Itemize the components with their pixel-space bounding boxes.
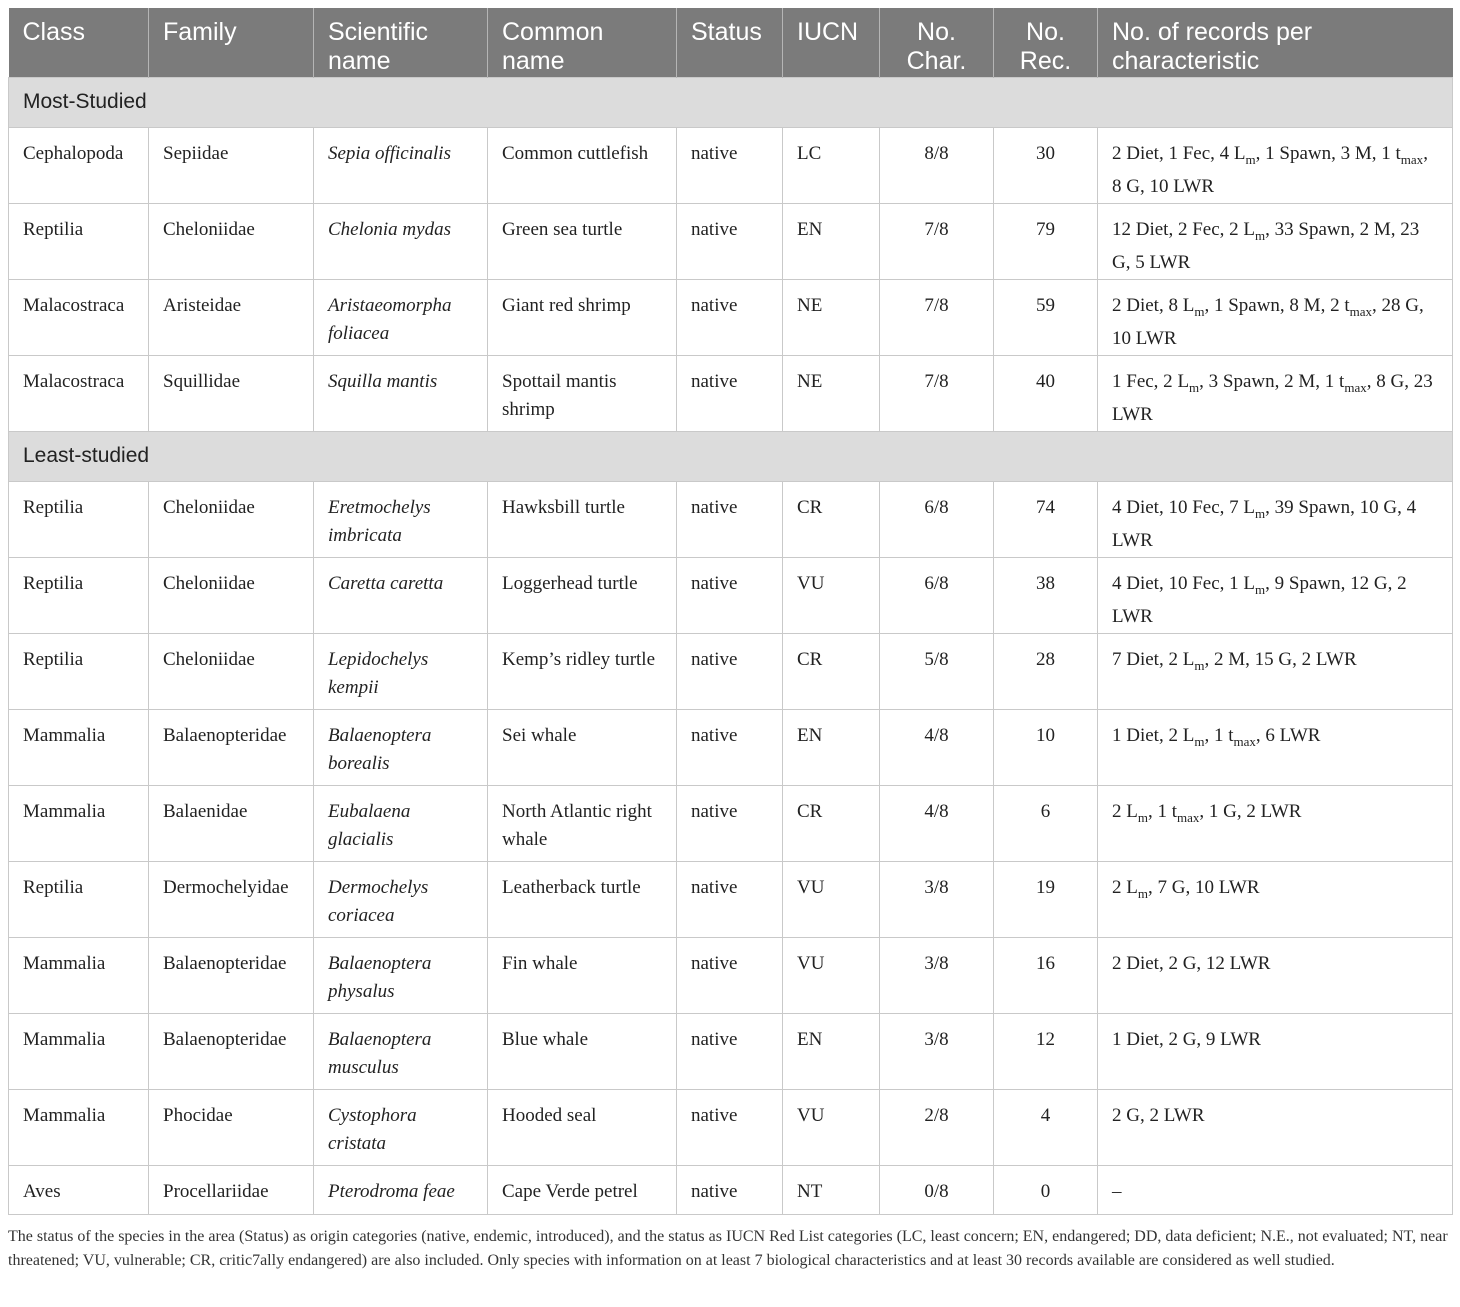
cell-class: Cephalopoda — [9, 128, 149, 204]
cell-scientific-name: Eubalaena glacialis — [314, 786, 488, 862]
cell-iucn: NE — [783, 356, 880, 432]
cell-iucn: NE — [783, 280, 880, 356]
table-footnote: The status of the species in the area (Status) as origin categories (native, endemic, introduced), and the status as IUCN Red List categories (LC, least concern; EN, endangered; DD, data deficient; N.E., not evaluated; NT, near threatened; VU, vulnerable; CR, critic7ally endangered) are also included. Only species with information on at least 7 biological characteristics and at least 30 records available are considered as well studied. — [8, 1228, 1448, 1269]
cell-status: native — [677, 482, 783, 558]
section-row — [9, 78, 1453, 128]
cell-scientific-name: Balaenoptera physalus — [314, 938, 488, 1014]
table-row — [9, 558, 1453, 634]
cell-class: Malacostraca — [9, 356, 149, 432]
cell-scientific-name: Balaenoptera musculus — [314, 1014, 488, 1090]
cell-status: native — [677, 938, 783, 1014]
cell-scientific-name: Balaenoptera borealis — [314, 710, 488, 786]
cell-scientific-name: Sepia officinalis — [314, 128, 488, 204]
cell-iucn: EN — [783, 710, 880, 786]
table-row — [9, 482, 1453, 558]
cell-family: Cheloniidae — [149, 482, 314, 558]
cell-class: Reptilia — [9, 482, 149, 558]
cell-class: Reptilia — [9, 634, 149, 710]
cell-no-char: 7/8 — [880, 356, 994, 432]
cell-iucn: EN — [783, 204, 880, 280]
cell-class: Mammalia — [9, 938, 149, 1014]
cell-family: Phocidae — [149, 1090, 314, 1166]
cell-class: Mammalia — [9, 710, 149, 786]
cell-status: native — [677, 786, 783, 862]
cell-class: Mammalia — [9, 786, 149, 862]
cell-iucn: CR — [783, 786, 880, 862]
cell-records: 2 $L_m$, 7 G, 10 LWR — [1098, 862, 1453, 938]
cell-common-name: North Atlantic right whale — [488, 786, 677, 862]
cell-no-rec: 59 — [994, 280, 1098, 356]
header-scientific-name: Scientific name — [314, 8, 488, 78]
cell-status: native — [677, 1166, 783, 1215]
cell-scientific-name: Aristaeomorpha foliacea — [314, 280, 488, 356]
cell-records: 4 Diet, 10 Fec, 7 $L_m$, 39 Spawn, 10 G, 4 LWR — [1098, 482, 1453, 558]
cell-common-name: Common cuttlefish — [488, 128, 677, 204]
cell-scientific-name: Lepidochelys kempii — [314, 634, 488, 710]
table-row — [9, 356, 1453, 432]
cell-no-rec: 4 — [994, 1090, 1098, 1166]
cell-no-char: 6/8 — [880, 558, 994, 634]
cell-family: Balaenopteridae — [149, 710, 314, 786]
cell-iucn: VU — [783, 558, 880, 634]
cell-no-rec: 30 — [994, 128, 1098, 204]
cell-status: native — [677, 1090, 783, 1166]
header-class: Class — [9, 8, 149, 78]
cell-scientific-name: Squilla mantis — [314, 356, 488, 432]
table-row — [9, 938, 1453, 1014]
cell-common-name: Sei whale — [488, 710, 677, 786]
header-row — [9, 8, 1453, 78]
cell-no-char: 4/8 — [880, 710, 994, 786]
cell-no-rec: 12 — [994, 1014, 1098, 1090]
species-table-container — [8, 8, 1452, 1273]
cell-common-name: Blue whale — [488, 1014, 677, 1090]
cell-status: native — [677, 128, 783, 204]
cell-class: Aves — [9, 1166, 149, 1215]
cell-common-name: Cape Verde petrel — [488, 1166, 677, 1215]
cell-records: 1 Diet, 2 $L_m$, 1 $t_{max}$, 6 LWR — [1098, 710, 1453, 786]
table-row — [9, 128, 1453, 204]
cell-class: Malacostraca — [9, 280, 149, 356]
cell-no-rec: 19 — [994, 862, 1098, 938]
cell-family: Procellariidae — [149, 1166, 314, 1215]
cell-status: native — [677, 558, 783, 634]
cell-scientific-name: Eretmochelys imbricata — [314, 482, 488, 558]
cell-no-rec: 79 — [994, 204, 1098, 280]
table-row — [9, 204, 1453, 280]
cell-no-char: 3/8 — [880, 862, 994, 938]
cell-scientific-name: Pterodroma feae — [314, 1166, 488, 1215]
cell-no-char: 7/8 — [880, 280, 994, 356]
cell-iucn: VU — [783, 862, 880, 938]
table-row — [9, 1166, 1453, 1215]
cell-status: native — [677, 280, 783, 356]
cell-iucn: EN — [783, 1014, 880, 1090]
cell-records: 1 Diet, 2 G, 9 LWR — [1098, 1014, 1453, 1090]
cell-class: Reptilia — [9, 558, 149, 634]
cell-family: Squillidae — [149, 356, 314, 432]
cell-scientific-name: Caretta caretta — [314, 558, 488, 634]
cell-family: Cheloniidae — [149, 558, 314, 634]
cell-iucn: CR — [783, 482, 880, 558]
cell-scientific-name: Dermochelys coriacea — [314, 862, 488, 938]
cell-records: – — [1098, 1166, 1453, 1215]
table-row — [9, 862, 1453, 938]
cell-common-name: Giant red shrimp — [488, 280, 677, 356]
cell-no-char: 0/8 — [880, 1166, 994, 1215]
cell-class: Mammalia — [9, 1090, 149, 1166]
cell-records: 2 Diet, 1 Fec, 4 $L_m$, 1 Spawn, 3 M, 1 $t_{max}$, 8 G, 10 LWR — [1098, 128, 1453, 204]
species-table — [8, 8, 1453, 1215]
header-common-name: Common name — [488, 8, 677, 78]
cell-no-rec: 0 — [994, 1166, 1098, 1215]
cell-no-char: 8/8 — [880, 128, 994, 204]
cell-scientific-name: Chelonia mydas — [314, 204, 488, 280]
cell-common-name: Hawksbill turtle — [488, 482, 677, 558]
cell-family: Balaenidae — [149, 786, 314, 862]
cell-family: Balaenopteridae — [149, 938, 314, 1014]
cell-family: Aristeidae — [149, 280, 314, 356]
section-row — [9, 432, 1453, 482]
cell-records: 1 Fec, 2 $L_m$, 3 Spawn, 2 M, 1 $t_{max}$, 8 G, 23 LWR — [1098, 356, 1453, 432]
cell-no-rec: 10 — [994, 710, 1098, 786]
cell-iucn: VU — [783, 1090, 880, 1166]
cell-no-char: 3/8 — [880, 1014, 994, 1090]
cell-common-name: Fin whale — [488, 938, 677, 1014]
cell-family: Balaenopteridae — [149, 1014, 314, 1090]
table-row — [9, 1014, 1453, 1090]
cell-family: Cheloniidae — [149, 634, 314, 710]
header-no-char: No. Char. — [880, 8, 994, 78]
section-label: Least-studied — [9, 432, 1453, 482]
cell-status: native — [677, 634, 783, 710]
cell-family: Sepiidae — [149, 128, 314, 204]
cell-status: native — [677, 204, 783, 280]
cell-family: Cheloniidae — [149, 204, 314, 280]
cell-iucn: LC — [783, 128, 880, 204]
cell-iucn: VU — [783, 938, 880, 1014]
header-records-per-characteristic: No. of records per characteristic — [1098, 8, 1453, 78]
cell-common-name: Kemp’s ridley turtle — [488, 634, 677, 710]
cell-class: Reptilia — [9, 862, 149, 938]
cell-records: 12 Diet, 2 Fec, 2 $L_m$, 33 Spawn, 2 M, 23 G, 5 LWR — [1098, 204, 1453, 280]
cell-family: Dermochelyidae — [149, 862, 314, 938]
cell-records: 2 G, 2 LWR — [1098, 1090, 1453, 1166]
cell-records: 4 Diet, 10 Fec, 1 $L_m$, 9 Spawn, 12 G, 2 LWR — [1098, 558, 1453, 634]
cell-iucn: NT — [783, 1166, 880, 1215]
cell-no-rec: 28 — [994, 634, 1098, 710]
cell-no-char: 6/8 — [880, 482, 994, 558]
cell-status: native — [677, 1014, 783, 1090]
header-no-rec: No. Rec. — [994, 8, 1098, 78]
table-row — [9, 634, 1453, 710]
cell-no-char: 7/8 — [880, 204, 994, 280]
cell-no-rec: 38 — [994, 558, 1098, 634]
cell-no-rec: 74 — [994, 482, 1098, 558]
cell-no-rec: 40 — [994, 356, 1098, 432]
cell-no-rec: 16 — [994, 938, 1098, 1014]
cell-common-name: Green sea turtle — [488, 204, 677, 280]
cell-no-rec: 6 — [994, 786, 1098, 862]
cell-no-char: 2/8 — [880, 1090, 994, 1166]
cell-class: Reptilia — [9, 204, 149, 280]
table-row — [9, 786, 1453, 862]
cell-records: 2 $L_m$, 1 $t_{max}$, 1 G, 2 LWR — [1098, 786, 1453, 862]
cell-common-name: Hooded seal — [488, 1090, 677, 1166]
cell-common-name: Spottail mantis shrimp — [488, 356, 677, 432]
cell-status: native — [677, 710, 783, 786]
cell-records: 7 Diet, 2 $L_m$, 2 M, 15 G, 2 LWR — [1098, 634, 1453, 710]
table-row — [9, 710, 1453, 786]
header-iucn: IUCN — [783, 8, 880, 78]
cell-status: native — [677, 356, 783, 432]
cell-scientific-name: Cystophora cristata — [314, 1090, 488, 1166]
cell-records: 2 Diet, 2 G, 12 LWR — [1098, 938, 1453, 1014]
section-label: Most-Studied — [9, 78, 1453, 128]
cell-no-char: 4/8 — [880, 786, 994, 862]
cell-class: Mammalia — [9, 1014, 149, 1090]
cell-records: 2 Diet, 8 $L_m$, 1 Spawn, 8 M, 2 $t_{max}$, 28 G, 10 LWR — [1098, 280, 1453, 356]
cell-status: native — [677, 862, 783, 938]
cell-common-name: Loggerhead turtle — [488, 558, 677, 634]
table-row — [9, 280, 1453, 356]
cell-iucn: CR — [783, 634, 880, 710]
table-row — [9, 1090, 1453, 1166]
header-family: Family — [149, 8, 314, 78]
cell-no-char: 5/8 — [880, 634, 994, 710]
header-status: Status — [677, 8, 783, 78]
cell-no-char: 3/8 — [880, 938, 994, 1014]
cell-common-name: Leatherback turtle — [488, 862, 677, 938]
